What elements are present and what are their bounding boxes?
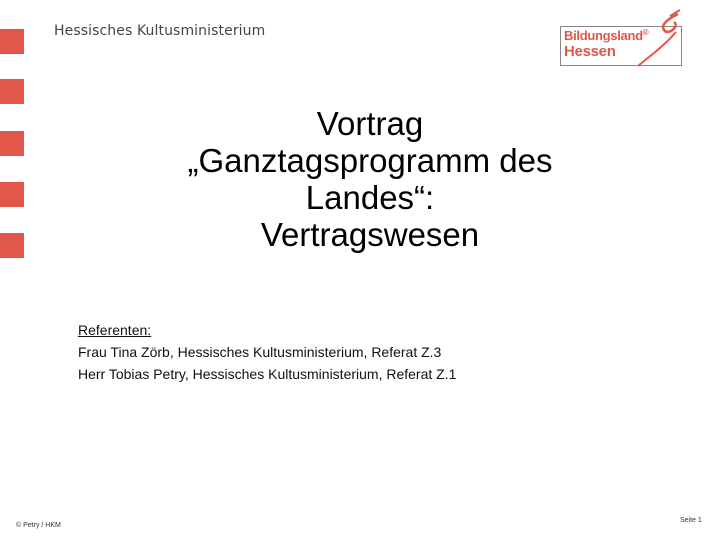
presentation-title bbox=[90, 105, 650, 253]
decor-bar bbox=[0, 29, 24, 54]
decor-bar bbox=[0, 233, 24, 258]
decor-bar bbox=[0, 131, 24, 156]
referenten-heading: Referenten: bbox=[78, 322, 152, 338]
logo-line1: Bildungsland® bbox=[564, 28, 649, 43]
decor-bar bbox=[0, 79, 24, 104]
logo-line2: Hessen bbox=[564, 43, 616, 60]
referenten-block bbox=[78, 319, 456, 385]
decor-bar bbox=[0, 182, 24, 207]
page-number: Seite 1 bbox=[680, 517, 702, 524]
bildungsland-logo bbox=[560, 8, 685, 70]
referent-line: Frau Tina Zörb, Hessisches Kultusministerium, Referat Z.3 bbox=[78, 344, 442, 360]
title-line: Vertragswesen bbox=[260, 216, 480, 253]
footer-copyright: © Petry / HKM bbox=[16, 522, 61, 529]
title-line: Vortrag bbox=[316, 105, 424, 142]
ministry-name: Hessisches Kultusministerium bbox=[54, 23, 266, 39]
logo-swoosh-icon bbox=[630, 8, 685, 70]
title-line: „Ganztagsprogramm des bbox=[187, 142, 553, 179]
referent-line: Herr Tobias Petry, Hessisches Kultusministerium, Referat Z.1 bbox=[78, 366, 457, 382]
title-line: Landes“: bbox=[305, 179, 435, 216]
